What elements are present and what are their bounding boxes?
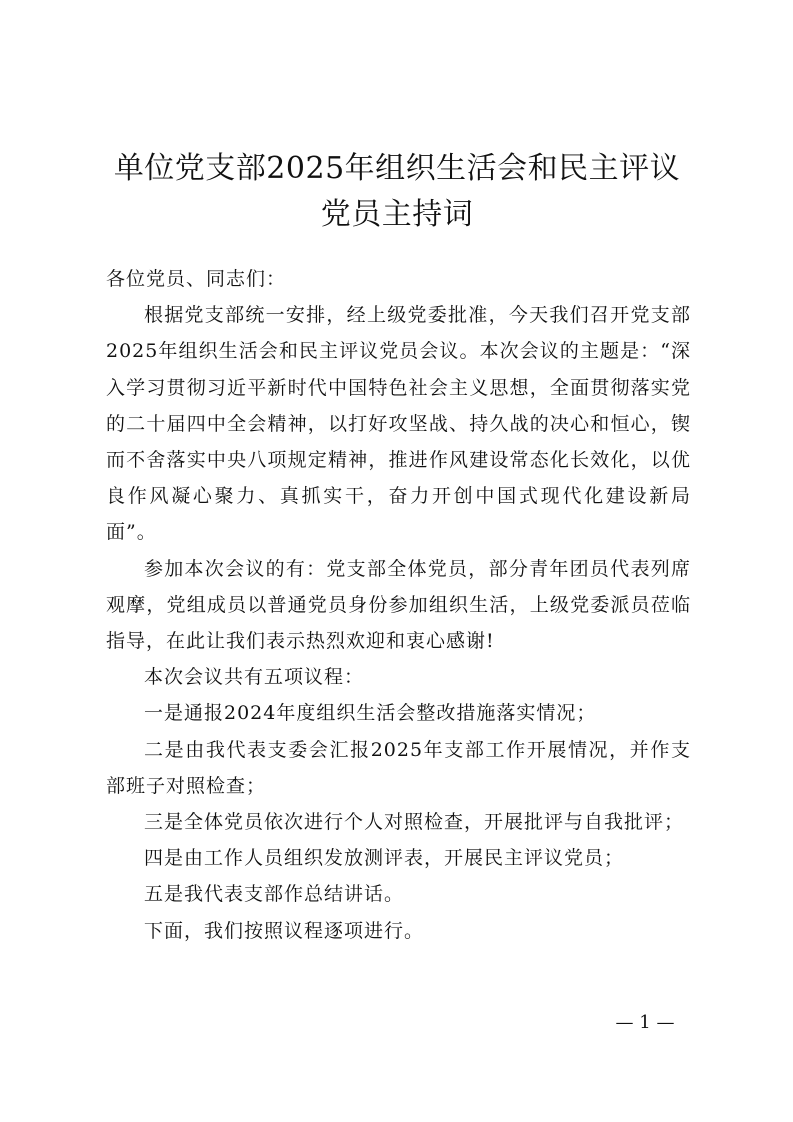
paragraph-attendees: 参加本次会议的有：党支部全体党员，部分青年团员代表列席观摩，党组成员以普通党员身份参加组织生活，上级党委派员莅临指导，在此让我们表示热烈欢迎和衷心感谢! [106, 557, 691, 653]
paragraph-opening: 根据党支部统一安排，经上级党委批准，今天我们召开党支部2025年组织生活会和民主评议党员会议。本次会议的主题是：“深入学习贯彻习近平新时代中国特色社会主义思想，全面贯彻落实党的二十届四中全会精神，以打好攻坚战、持久战的决心和恒心，锲而不舍落实中央八项规定精神，推进作风建设常态化长效化，以优良作风凝心聚力、真抓实干，奋力开创中国式现代化建设新局面”。 [106, 304, 691, 544]
salutation: 各位党员、同志们： [106, 268, 287, 290]
agenda-item-5: 五是我代表支部作总结讲话。 [144, 883, 405, 906]
agenda-item-2: 二是由我代表支委会汇报2025年支部工作开展情况，并作支部班子对照检查； [106, 738, 691, 797]
page-number: — 1 — [615, 1012, 675, 1033]
agenda-item-1: 一是通报2024年度组织生活会整改措施落实情况； [144, 702, 597, 725]
document-body [106, 261, 691, 949]
agenda-item-4: 四是由工作人员组织发放测评表，开展民主评议党员； [144, 847, 625, 870]
paragraph-closing: 下面，我们按照议程逐项进行。 [144, 919, 425, 942]
paragraph-agenda-intro: 本次会议共有五项议程： [144, 666, 365, 689]
document-title: 单位党支部2025年组织生活会和民主评议党员主持词 [113, 151, 681, 232]
agenda-item-3: 三是全体党员依次进行个人对照检查，开展批评与自我批评； [144, 811, 685, 834]
